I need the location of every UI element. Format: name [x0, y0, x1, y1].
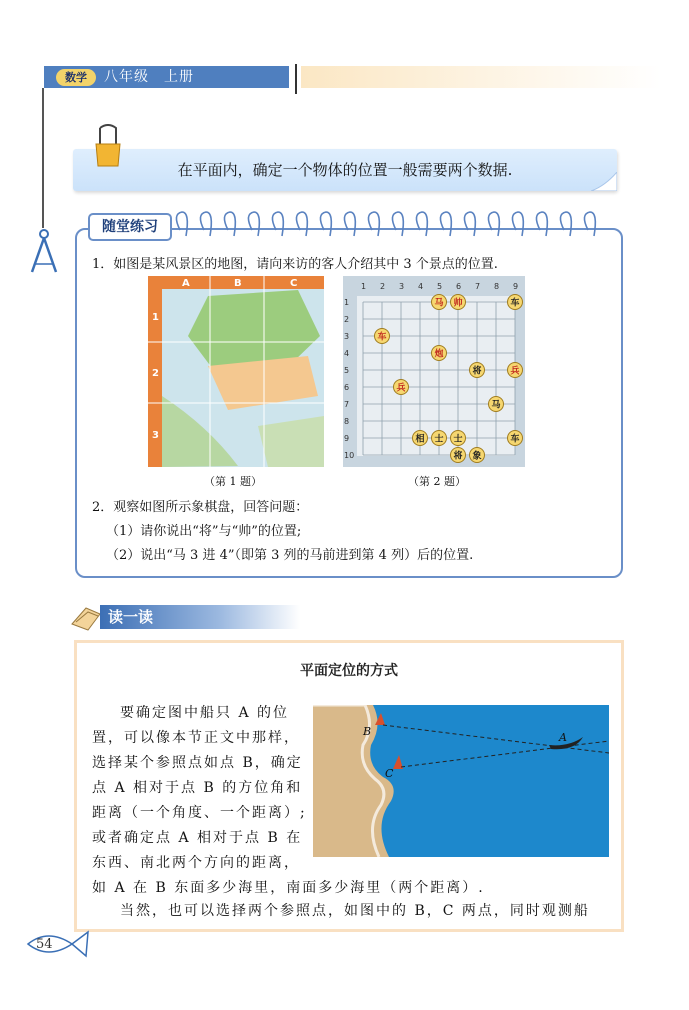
map-col-b: B — [234, 278, 242, 289]
header-decoration — [301, 66, 661, 88]
practice-label: 随堂练习 — [88, 213, 172, 241]
map-row-3: 3 — [152, 430, 159, 441]
chess-row-number: 4 — [344, 349, 350, 358]
chess-piece — [432, 295, 447, 310]
reading-line-7: 东西、南北两个方向的距离， — [92, 855, 300, 871]
map-col-c: C — [290, 278, 298, 289]
chess-piece — [489, 397, 504, 412]
book-title: 八年级 上册 — [104, 69, 194, 85]
sea-figure — [313, 705, 609, 857]
chess-piece — [375, 329, 390, 344]
question-1: 1．如图是某风景区的地图，请向来访的客人介绍其中 3 个景点的位置. — [92, 257, 498, 272]
chess-row-number: 10 — [344, 451, 355, 460]
chess-piece — [508, 295, 523, 310]
chess-piece — [451, 431, 466, 446]
chess-row-number: 5 — [344, 366, 350, 375]
reading-line-2: 置，可以像本节正文中那样， — [92, 730, 300, 746]
chess-piece — [413, 431, 428, 446]
chess-piece — [432, 346, 447, 361]
reading-line-4: 点 A 相对于点 B 的方位角和 — [92, 780, 303, 796]
chess-row-number: 2 — [344, 315, 350, 324]
caption-fig-1: （第 1 题） — [204, 475, 262, 488]
chess-row-number: 1 — [344, 298, 350, 307]
chess-piece — [394, 380, 409, 395]
svg-text:车: 车 — [377, 332, 387, 343]
chess-piece — [508, 431, 523, 446]
chess-col-number: 9 — [513, 282, 519, 291]
question-2-2: （2）说出“马 3 进 4”（即第 3 列的马前进到第 4 列）后的位置. — [106, 548, 474, 563]
svg-text:车: 车 — [510, 434, 520, 445]
svg-text:相: 相 — [415, 434, 425, 445]
svg-text:兵: 兵 — [396, 383, 406, 394]
svg-text:炮: 炮 — [434, 349, 444, 360]
chess-piece — [451, 448, 466, 463]
chess-row-number: 9 — [344, 434, 350, 443]
svg-text:马: 马 — [491, 400, 501, 411]
label-b: B — [363, 725, 372, 738]
chess-piece — [470, 448, 485, 463]
chess-col-number: 7 — [475, 282, 481, 291]
chess-row-number: 8 — [344, 417, 350, 426]
chess-col-number: 8 — [494, 282, 500, 291]
chess-col-number: 1 — [361, 282, 367, 291]
map-col-a: A — [182, 278, 190, 289]
reading-line-3: 选择某个参照点如点 B，确定 — [92, 755, 303, 771]
header-divider — [295, 64, 297, 94]
chess-row-number: 6 — [344, 383, 350, 392]
chess-row-number: 3 — [344, 332, 350, 341]
label-a: A — [559, 731, 567, 744]
svg-text:象: 象 — [472, 451, 482, 462]
page-number: 54 — [36, 937, 53, 952]
svg-text:车: 车 — [510, 298, 520, 309]
spiral-binding — [170, 208, 610, 242]
chess-piece — [508, 363, 523, 378]
svg-text:士: 士 — [453, 434, 463, 445]
svg-text:将: 将 — [472, 366, 482, 377]
chess-board — [343, 276, 525, 467]
reading-line-5: 距离（一个角度、一个距离）; — [92, 805, 307, 821]
chess-row-number: 7 — [344, 400, 350, 409]
reading-line-1: 要确定图中船只 A 的位 — [120, 705, 290, 721]
reading-heading: 平面定位的方式 — [300, 663, 398, 679]
chess-col-number: 5 — [437, 282, 443, 291]
chess-piece — [470, 363, 485, 378]
question-2: 2．观察如图所示象棋盘，回答问题： — [92, 500, 309, 515]
subject-badge: 数学 — [56, 69, 96, 86]
svg-text:帅: 帅 — [453, 298, 463, 309]
svg-text:马: 马 — [434, 298, 444, 309]
map-row-1: 1 — [152, 312, 159, 323]
chess-col-number: 6 — [456, 282, 462, 291]
chess-col-number: 2 — [380, 282, 386, 291]
reading-line-9: 当然，也可以选择两个参照点，如图中的 B，C 两点，同时观测船 — [120, 903, 590, 919]
svg-text:兵: 兵 — [510, 366, 520, 377]
caption-fig-2: （第 2 题） — [408, 475, 466, 488]
book-icon — [70, 600, 104, 632]
tip-text: 在平面内，确定一个物体的位置一般需要两个数据. — [177, 161, 513, 179]
chess-piece — [451, 295, 466, 310]
chess-piece — [432, 431, 447, 446]
reading-line-6: 或者确定点 A 相对于点 B 在 — [92, 830, 303, 846]
reading-line-8: 如 A 在 B 东面多少海里，南面多少海里（两个距离）. — [92, 880, 485, 896]
reading-title: 读一读 — [108, 608, 154, 626]
label-c: C — [385, 767, 394, 780]
svg-text:将: 将 — [453, 451, 463, 462]
scenic-map — [148, 276, 324, 467]
chess-col-number: 4 — [418, 282, 424, 291]
map-row-2: 2 — [152, 368, 159, 379]
svg-text:士: 士 — [434, 434, 444, 445]
side-line — [42, 88, 44, 228]
compass-icon — [26, 228, 62, 280]
chess-col-number: 3 — [399, 282, 405, 291]
question-2-1: （1）请你说出“将”与“帅”的位置; — [106, 524, 302, 539]
